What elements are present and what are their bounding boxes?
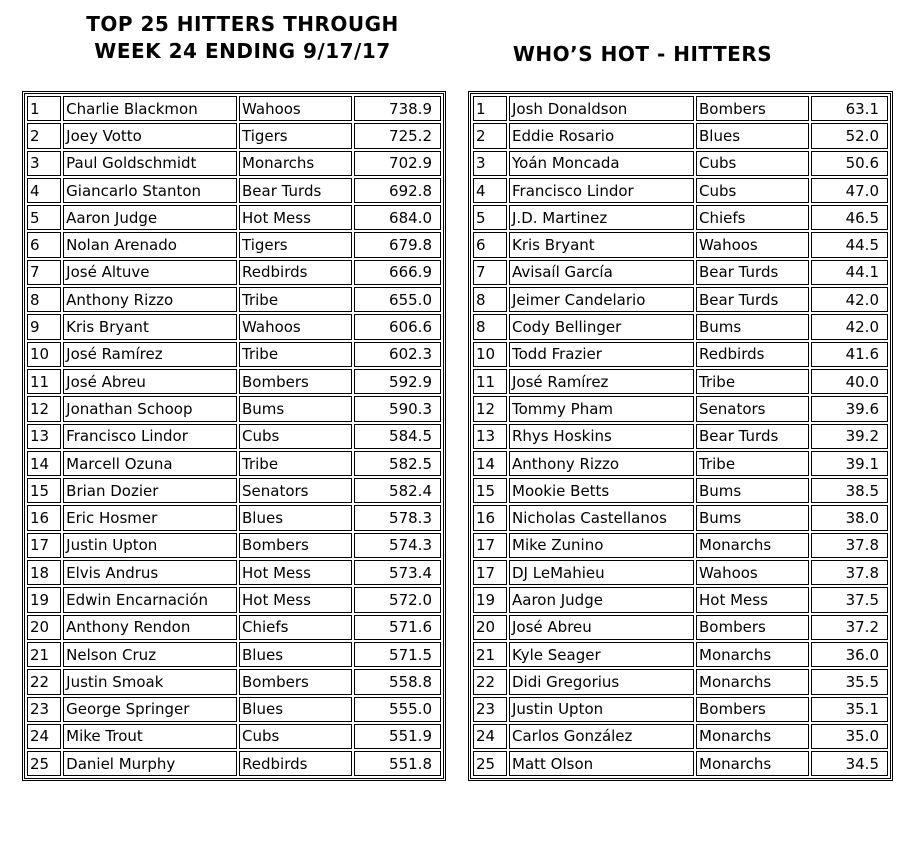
points-cell: 582.4 xyxy=(354,478,441,503)
points-cell: 684.0 xyxy=(354,205,441,230)
rank-cell: 16 xyxy=(473,505,507,530)
points-cell: 602.3 xyxy=(354,342,441,367)
player-cell: Charlie Blackmon xyxy=(63,96,237,121)
rank-cell: 3 xyxy=(473,151,507,176)
points-cell: 571.5 xyxy=(354,642,441,667)
points-cell: 37.8 xyxy=(811,560,888,585)
team-cell: Bombers xyxy=(239,533,352,558)
rank-cell: 25 xyxy=(27,751,61,776)
rank-cell: 19 xyxy=(473,587,507,612)
table-row xyxy=(27,505,441,530)
points-cell: 46.5 xyxy=(811,205,888,230)
player-cell: Daniel Murphy xyxy=(63,751,237,776)
table-row xyxy=(473,396,888,421)
player-cell: Justin Smoak xyxy=(63,669,237,694)
player-cell: Yoán Moncada xyxy=(509,151,694,176)
team-cell: Bear Turds xyxy=(696,260,809,285)
player-cell: Francisco Lindor xyxy=(509,178,694,203)
team-cell: Monarchs xyxy=(696,642,809,667)
player-cell: Tommy Pham xyxy=(509,396,694,421)
rank-cell: 10 xyxy=(27,342,61,367)
player-cell: Anthony Rizzo xyxy=(63,287,237,312)
table-row xyxy=(27,451,441,476)
rank-cell: 1 xyxy=(27,96,61,121)
points-cell: 571.6 xyxy=(354,615,441,640)
table-row xyxy=(473,342,888,367)
table-row xyxy=(27,751,441,776)
points-cell: 39.2 xyxy=(811,424,888,449)
team-cell: Monarchs xyxy=(239,151,352,176)
table-row xyxy=(27,669,441,694)
player-cell: Cody Bellinger xyxy=(509,314,694,339)
player-cell: Anthony Rendon xyxy=(63,615,237,640)
rank-cell: 21 xyxy=(473,642,507,667)
team-cell: Bear Turds xyxy=(696,424,809,449)
points-cell: 40.0 xyxy=(811,369,888,394)
table-row xyxy=(27,424,441,449)
player-cell: José Altuve xyxy=(63,260,237,285)
table-row xyxy=(27,560,441,585)
table-row xyxy=(27,123,441,148)
player-cell: Eddie Rosario xyxy=(509,123,694,148)
rank-cell: 15 xyxy=(27,478,61,503)
player-cell: Justin Upton xyxy=(63,533,237,558)
table-row xyxy=(473,478,888,503)
whos-hot-table-body xyxy=(473,96,888,776)
team-cell: Monarchs xyxy=(696,669,809,694)
team-cell: Tribe xyxy=(696,451,809,476)
points-cell: 666.9 xyxy=(354,260,441,285)
points-cell: 35.0 xyxy=(811,724,888,749)
team-cell: Bums xyxy=(239,396,352,421)
table-row xyxy=(27,396,441,421)
table-row xyxy=(27,260,441,285)
rank-cell: 8 xyxy=(473,287,507,312)
player-cell: Kris Bryant xyxy=(63,314,237,339)
rank-cell: 17 xyxy=(473,560,507,585)
rank-cell: 17 xyxy=(27,533,61,558)
table-row xyxy=(473,287,888,312)
table-row xyxy=(473,151,888,176)
player-cell: Kris Bryant xyxy=(509,232,694,257)
team-cell: Cubs xyxy=(696,151,809,176)
table-row xyxy=(27,205,441,230)
rank-cell: 8 xyxy=(27,287,61,312)
player-cell: José Abreu xyxy=(63,369,237,394)
table-row xyxy=(473,232,888,257)
player-cell: Marcell Ozuna xyxy=(63,451,237,476)
rank-cell: 14 xyxy=(27,451,61,476)
rank-cell: 15 xyxy=(473,478,507,503)
team-cell: Monarchs xyxy=(696,751,809,776)
points-cell: 558.8 xyxy=(354,669,441,694)
rank-cell: 12 xyxy=(473,396,507,421)
table-row xyxy=(27,287,441,312)
points-cell: 692.8 xyxy=(354,178,441,203)
points-cell: 551.8 xyxy=(354,751,441,776)
points-cell: 592.9 xyxy=(354,369,441,394)
player-cell: DJ LeMahieu xyxy=(509,560,694,585)
table-row xyxy=(473,96,888,121)
points-cell: 36.0 xyxy=(811,642,888,667)
team-cell: Bombers xyxy=(239,369,352,394)
table-row xyxy=(27,615,441,640)
points-cell: 551.9 xyxy=(354,724,441,749)
table-row xyxy=(27,232,441,257)
points-cell: 572.0 xyxy=(354,587,441,612)
team-cell: Redbirds xyxy=(239,751,352,776)
table-row xyxy=(473,751,888,776)
team-cell: Hot Mess xyxy=(239,205,352,230)
team-cell: Bombers xyxy=(239,669,352,694)
points-cell: 44.1 xyxy=(811,260,888,285)
team-cell: Wahoos xyxy=(239,314,352,339)
table-row xyxy=(473,205,888,230)
points-cell: 44.5 xyxy=(811,232,888,257)
team-cell: Tribe xyxy=(239,342,352,367)
points-cell: 590.3 xyxy=(354,396,441,421)
rank-cell: 4 xyxy=(27,178,61,203)
team-cell: Redbirds xyxy=(239,260,352,285)
team-cell: Chiefs xyxy=(239,615,352,640)
top-hitters-title xyxy=(30,11,455,65)
table-row xyxy=(27,96,441,121)
player-cell: Carlos González xyxy=(509,724,694,749)
table-row xyxy=(27,151,441,176)
rank-cell: 22 xyxy=(473,669,507,694)
points-cell: 38.5 xyxy=(811,478,888,503)
table-row xyxy=(473,669,888,694)
points-cell: 37.8 xyxy=(811,533,888,558)
table-row xyxy=(473,642,888,667)
table-row xyxy=(473,260,888,285)
team-cell: Cubs xyxy=(696,178,809,203)
rank-cell: 11 xyxy=(27,369,61,394)
team-cell: Blues xyxy=(239,697,352,722)
rank-cell: 18 xyxy=(27,560,61,585)
table-row xyxy=(473,314,888,339)
team-cell: Tigers xyxy=(239,123,352,148)
points-cell: 63.1 xyxy=(811,96,888,121)
rank-cell: 5 xyxy=(27,205,61,230)
team-cell: Hot Mess xyxy=(239,560,352,585)
player-cell: George Springer xyxy=(63,697,237,722)
team-cell: Senators xyxy=(239,478,352,503)
team-cell: Bums xyxy=(696,314,809,339)
points-cell: 584.5 xyxy=(354,424,441,449)
points-cell: 702.9 xyxy=(354,151,441,176)
table-row xyxy=(27,533,441,558)
rank-cell: 1 xyxy=(473,96,507,121)
team-cell: Tribe xyxy=(696,369,809,394)
player-cell: Mike Trout xyxy=(63,724,237,749)
rank-cell: 6 xyxy=(27,232,61,257)
points-cell: 655.0 xyxy=(354,287,441,312)
points-cell: 37.5 xyxy=(811,587,888,612)
team-cell: Bear Turds xyxy=(696,287,809,312)
rank-cell: 14 xyxy=(473,451,507,476)
table-row xyxy=(473,369,888,394)
player-cell: J.D. Martinez xyxy=(509,205,694,230)
player-cell: Mike Zunino xyxy=(509,533,694,558)
points-cell: 41.6 xyxy=(811,342,888,367)
player-cell: Avisaíl García xyxy=(509,260,694,285)
team-cell: Bombers xyxy=(696,96,809,121)
top-hitters-title-line1: TOP 25 HITTERS THROUGH xyxy=(86,12,399,36)
rank-cell: 20 xyxy=(27,615,61,640)
player-cell: Kyle Seager xyxy=(509,642,694,667)
table-row xyxy=(27,178,441,203)
team-cell: Chiefs xyxy=(696,205,809,230)
team-cell: Wahoos xyxy=(239,96,352,121)
team-cell: Hot Mess xyxy=(696,587,809,612)
points-cell: 555.0 xyxy=(354,697,441,722)
whos-hot-title: WHO’S HOT - HITTERS xyxy=(512,42,773,66)
player-cell: José Abreu xyxy=(509,615,694,640)
rank-cell: 25 xyxy=(473,751,507,776)
player-cell: Edwin Encarnación xyxy=(63,587,237,612)
points-cell: 725.2 xyxy=(354,123,441,148)
team-cell: Bear Turds xyxy=(239,178,352,203)
rank-cell: 13 xyxy=(473,424,507,449)
top-hitters-table xyxy=(22,91,446,781)
player-cell: Josh Donaldson xyxy=(509,96,694,121)
top-hitters-table-body xyxy=(27,96,441,776)
table-row xyxy=(27,342,441,367)
rank-cell: 20 xyxy=(473,615,507,640)
team-cell: Wahoos xyxy=(696,560,809,585)
player-cell: Elvis Andrus xyxy=(63,560,237,585)
rank-cell: 17 xyxy=(473,533,507,558)
table-row xyxy=(473,697,888,722)
points-cell: 34.5 xyxy=(811,751,888,776)
rank-cell: 24 xyxy=(27,724,61,749)
player-cell: Eric Hosmer xyxy=(63,505,237,530)
team-cell: Senators xyxy=(696,396,809,421)
team-cell: Bombers xyxy=(696,697,809,722)
player-cell: Joey Votto xyxy=(63,123,237,148)
team-cell: Monarchs xyxy=(696,724,809,749)
rank-cell: 13 xyxy=(27,424,61,449)
points-cell: 606.6 xyxy=(354,314,441,339)
table-row xyxy=(27,724,441,749)
player-cell: Justin Upton xyxy=(509,697,694,722)
table-row xyxy=(27,478,441,503)
rank-cell: 16 xyxy=(27,505,61,530)
table-row xyxy=(27,642,441,667)
rank-cell: 24 xyxy=(473,724,507,749)
team-cell: Bums xyxy=(696,478,809,503)
table-row xyxy=(27,314,441,339)
table-row xyxy=(473,178,888,203)
player-cell: Giancarlo Stanton xyxy=(63,178,237,203)
whos-hot-table xyxy=(468,91,893,781)
player-cell: Aaron Judge xyxy=(509,587,694,612)
team-cell: Tigers xyxy=(239,232,352,257)
rank-cell: 2 xyxy=(473,123,507,148)
player-cell: Mookie Betts xyxy=(509,478,694,503)
rank-cell: 7 xyxy=(27,260,61,285)
team-cell: Cubs xyxy=(239,724,352,749)
player-cell: Matt Olson xyxy=(509,751,694,776)
points-cell: 35.1 xyxy=(811,697,888,722)
team-cell: Tribe xyxy=(239,451,352,476)
table-row xyxy=(27,369,441,394)
team-cell: Monarchs xyxy=(696,533,809,558)
rank-cell: 21 xyxy=(27,642,61,667)
player-cell: Todd Frazier xyxy=(509,342,694,367)
top-hitters-title-line2: WEEK 24 ENDING 9/17/17 xyxy=(94,39,391,63)
table-row xyxy=(473,533,888,558)
player-cell: Jeimer Candelario xyxy=(509,287,694,312)
team-cell: Blues xyxy=(239,505,352,530)
points-cell: 39.1 xyxy=(811,451,888,476)
player-cell: Anthony Rizzo xyxy=(509,451,694,476)
player-cell: Jonathan Schoop xyxy=(63,396,237,421)
rank-cell: 3 xyxy=(27,151,61,176)
table-row xyxy=(473,587,888,612)
points-cell: 42.0 xyxy=(811,287,888,312)
rank-cell: 9 xyxy=(27,314,61,339)
table-row xyxy=(473,505,888,530)
team-cell: Bombers xyxy=(696,615,809,640)
points-cell: 52.0 xyxy=(811,123,888,148)
points-cell: 573.4 xyxy=(354,560,441,585)
table-row xyxy=(473,724,888,749)
rank-cell: 23 xyxy=(27,697,61,722)
player-cell: Francisco Lindor xyxy=(63,424,237,449)
rank-cell: 22 xyxy=(27,669,61,694)
team-cell: Blues xyxy=(696,123,809,148)
rank-cell: 7 xyxy=(473,260,507,285)
rank-cell: 23 xyxy=(473,697,507,722)
player-cell: Brian Dozier xyxy=(63,478,237,503)
team-cell: Bums xyxy=(696,505,809,530)
rank-cell: 8 xyxy=(473,314,507,339)
team-cell: Hot Mess xyxy=(239,587,352,612)
rank-cell: 11 xyxy=(473,369,507,394)
points-cell: 50.6 xyxy=(811,151,888,176)
team-cell: Wahoos xyxy=(696,232,809,257)
player-cell: Paul Goldschmidt xyxy=(63,151,237,176)
points-cell: 39.6 xyxy=(811,396,888,421)
player-cell: Aaron Judge xyxy=(63,205,237,230)
player-cell: José Ramírez xyxy=(509,369,694,394)
player-cell: Nicholas Castellanos xyxy=(509,505,694,530)
table-row xyxy=(27,697,441,722)
points-cell: 35.5 xyxy=(811,669,888,694)
player-cell: Nolan Arenado xyxy=(63,232,237,257)
points-cell: 574.3 xyxy=(354,533,441,558)
points-cell: 37.2 xyxy=(811,615,888,640)
rank-cell: 19 xyxy=(27,587,61,612)
points-cell: 738.9 xyxy=(354,96,441,121)
team-cell: Cubs xyxy=(239,424,352,449)
player-cell: Rhys Hoskins xyxy=(509,424,694,449)
rank-cell: 2 xyxy=(27,123,61,148)
table-row xyxy=(473,424,888,449)
points-cell: 47.0 xyxy=(811,178,888,203)
player-cell: José Ramírez xyxy=(63,342,237,367)
rank-cell: 4 xyxy=(473,178,507,203)
player-cell: Didi Gregorius xyxy=(509,669,694,694)
rank-cell: 12 xyxy=(27,396,61,421)
team-cell: Blues xyxy=(239,642,352,667)
points-cell: 582.5 xyxy=(354,451,441,476)
team-cell: Redbirds xyxy=(696,342,809,367)
table-row xyxy=(473,560,888,585)
table-row xyxy=(473,123,888,148)
points-cell: 38.0 xyxy=(811,505,888,530)
rank-cell: 10 xyxy=(473,342,507,367)
rank-cell: 5 xyxy=(473,205,507,230)
table-row xyxy=(473,615,888,640)
table-row xyxy=(473,451,888,476)
rank-cell: 6 xyxy=(473,232,507,257)
points-cell: 578.3 xyxy=(354,505,441,530)
points-cell: 42.0 xyxy=(811,314,888,339)
player-cell: Nelson Cruz xyxy=(63,642,237,667)
table-row xyxy=(27,587,441,612)
team-cell: Tribe xyxy=(239,287,352,312)
points-cell: 679.8 xyxy=(354,232,441,257)
